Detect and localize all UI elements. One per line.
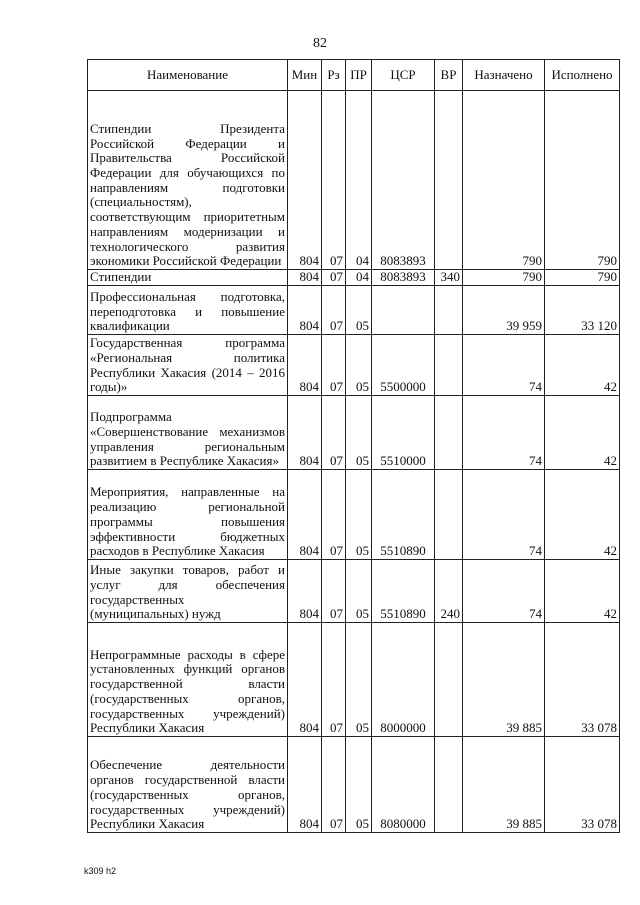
header-vr: ВР <box>435 60 463 91</box>
cell-csr <box>372 286 435 335</box>
cell-csr: 5510890 <box>372 470 435 560</box>
cell-csr: 8000000 <box>372 623 435 737</box>
cell-vr <box>435 470 463 560</box>
cell-min: 804 <box>288 623 322 737</box>
cell-planned: 39 959 <box>463 286 545 335</box>
cell-csr: 8083893 <box>372 270 435 286</box>
cell-pr: 05 <box>346 470 372 560</box>
cell-name: Профессиональная подготовка, переподготовка и повышение квалификации <box>88 286 288 335</box>
cell-executed: 33 078 <box>545 737 620 833</box>
cell-name: Стипендии Президента Российской Федерации и Правительства Российской Федерации для обучающихся по направлениям подготовки (специальностям), соответствующим приоритетным направлениям модернизации и технологического развития экономики Российской Федерации <box>88 91 288 270</box>
header-rz: Рз <box>322 60 346 91</box>
cell-rz: 07 <box>322 737 346 833</box>
cell-vr: 240 <box>435 560 463 623</box>
table-row <box>88 335 620 396</box>
cell-executed: 42 <box>545 560 620 623</box>
cell-rz: 07 <box>322 286 346 335</box>
cell-vr <box>435 623 463 737</box>
cell-pr: 05 <box>346 396 372 470</box>
cell-name: Непрограммные расходы в сфере установленных функций органов государственной власти (государственных органов, государственных учреждений) Республики Хакасия <box>88 623 288 737</box>
cell-planned: 790 <box>463 270 545 286</box>
cell-vr: 340 <box>435 270 463 286</box>
table-row <box>88 470 620 560</box>
table-row <box>88 396 620 470</box>
header-name: Наименование <box>88 60 288 91</box>
cell-planned: 790 <box>463 91 545 270</box>
cell-executed: 33 078 <box>545 623 620 737</box>
cell-executed: 790 <box>545 270 620 286</box>
cell-pr: 04 <box>346 91 372 270</box>
cell-rz: 07 <box>322 396 346 470</box>
table-body <box>88 91 620 833</box>
table-header-row <box>88 60 620 91</box>
table-row <box>88 91 620 270</box>
cell-pr: 05 <box>346 623 372 737</box>
cell-vr <box>435 335 463 396</box>
cell-csr: 8080000 <box>372 737 435 833</box>
cell-min: 804 <box>288 286 322 335</box>
cell-executed: 42 <box>545 396 620 470</box>
cell-rz: 07 <box>322 560 346 623</box>
cell-planned: 39 885 <box>463 623 545 737</box>
cell-csr: 5500000 <box>372 335 435 396</box>
cell-csr: 5510890 <box>372 560 435 623</box>
cell-min: 804 <box>288 470 322 560</box>
cell-min: 804 <box>288 737 322 833</box>
cell-pr: 05 <box>346 335 372 396</box>
cell-min: 804 <box>288 91 322 270</box>
cell-min: 804 <box>288 396 322 470</box>
header-min: Мин <box>288 60 322 91</box>
cell-rz: 07 <box>322 335 346 396</box>
table-row <box>88 560 620 623</box>
cell-name: Обеспечение деятельности органов государственной власти (государственных органов, государственных учреждений) Республики Хакасия <box>88 737 288 833</box>
header-planned: Назначено <box>463 60 545 91</box>
cell-planned: 74 <box>463 396 545 470</box>
header-pr: ПР <box>346 60 372 91</box>
cell-name: Мероприятия, направленные на реализацию региональной программы повышения эффективности бюджетных расходов в Республике Хакасия <box>88 470 288 560</box>
header-executed: Исполнено <box>545 60 620 91</box>
cell-vr <box>435 91 463 270</box>
cell-vr <box>435 737 463 833</box>
cell-name: Иные закупки товаров, работ и услуг для обеспечения государственных (муниципальных) нужд <box>88 560 288 623</box>
cell-name: Подпрограмма «Совершенствование механизмов управления региональным развитием в Республике Хакасия» <box>88 396 288 470</box>
cell-executed: 33 120 <box>545 286 620 335</box>
cell-min: 804 <box>288 270 322 286</box>
cell-executed: 42 <box>545 335 620 396</box>
table-row <box>88 737 620 833</box>
budget-table <box>87 59 620 833</box>
cell-rz: 07 <box>322 270 346 286</box>
cell-planned: 39 885 <box>463 737 545 833</box>
table-row <box>88 623 620 737</box>
cell-pr: 05 <box>346 737 372 833</box>
cell-csr: 8083893 <box>372 91 435 270</box>
cell-rz: 07 <box>322 470 346 560</box>
cell-pr: 05 <box>346 286 372 335</box>
cell-min: 804 <box>288 560 322 623</box>
cell-name: Государственная программа «Региональная политика Республики Хакасия (2014 – 2016 годы)» <box>88 335 288 396</box>
cell-executed: 42 <box>545 470 620 560</box>
cell-vr <box>435 396 463 470</box>
page-number: 82 <box>313 36 327 51</box>
table-row <box>88 270 620 286</box>
cell-vr <box>435 286 463 335</box>
header-csr: ЦСР <box>372 60 435 91</box>
cell-csr: 5510000 <box>372 396 435 470</box>
cell-pr: 04 <box>346 270 372 286</box>
cell-pr: 05 <box>346 560 372 623</box>
cell-planned: 74 <box>463 470 545 560</box>
table-row <box>88 286 620 335</box>
footer-code: k309 h2 <box>84 866 117 876</box>
cell-planned: 74 <box>463 560 545 623</box>
cell-name: Стипендии <box>88 270 288 286</box>
cell-rz: 07 <box>322 91 346 270</box>
cell-rz: 07 <box>322 623 346 737</box>
cell-executed: 790 <box>545 91 620 270</box>
cell-min: 804 <box>288 335 322 396</box>
cell-planned: 74 <box>463 335 545 396</box>
